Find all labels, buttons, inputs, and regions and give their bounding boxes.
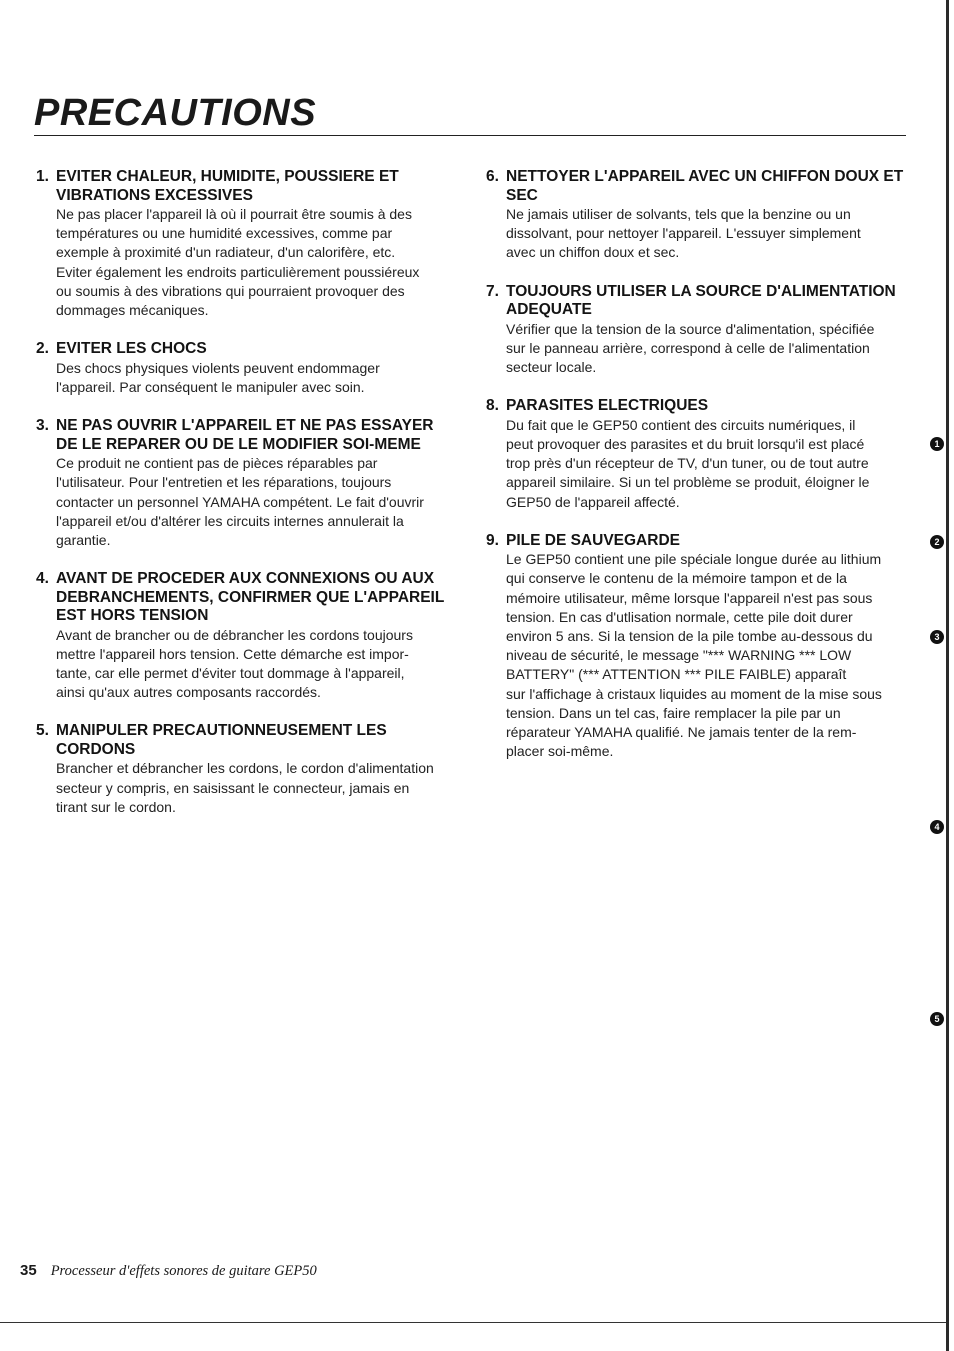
section-number: 3. — [36, 417, 49, 435]
margin-badge-1: 1 — [930, 437, 944, 451]
section-heading — [486, 283, 906, 320]
section-7 — [486, 283, 906, 378]
page-footer — [20, 1262, 317, 1280]
margin-badge-4: 4 — [930, 820, 944, 834]
page-title: PRECAUTIONS — [34, 92, 317, 134]
section-body: Brancher et débrancher les cordons, le cordon d'alimentation secteur y compris, en saisissant le connecteur, jamais en tirant sur le cordon. — [56, 760, 434, 815]
section-body: Vérifier que la tension de la source d'alimentation, spécifiée sur le panneau arrière, correspond à celle de l'alimentation secteur locale. — [506, 320, 875, 376]
section-title: TOUJOURS UTILISER LA SOURCE D'ALIMENTATION ADEQUATE — [506, 282, 896, 319]
section-3 — [36, 417, 456, 550]
section-9 — [486, 532, 906, 762]
section-body: Ne pas placer l'appareil là où il pourrait être soumis à des températures ou une humidité excessives, comme par exemple à proximité d'un radiateur, d'un calorifère, etc. Eviter également les endroits particulièrement poussiéreux ou soumis à des vibrations qui pourraient provoquer des dommages mécaniques. — [56, 206, 420, 319]
section-2 — [36, 340, 456, 397]
section-heading — [36, 570, 456, 626]
section-number: 6. — [486, 168, 499, 185]
section-number: 7. — [486, 282, 499, 300]
section-body: Ce produit ne contient pas de pièces réparables par l'utilisateur. Pour l'entretien et les réparations, toujours contacter un personnel YAMAHA compétent. Le fait d'ouvrir l'appareil et/ou d'altérer les circuits internes annulerait la garantie. — [56, 455, 424, 548]
section-body: Avant de brancher ou de débrancher les cordons toujours mettre l'appareil hors tension. Cette démarche est impor- tante, car elle permet d'éviter tout dommage à l'appareil, ainsi qu'aux autres composants raccordés. — [56, 626, 413, 701]
margin-badge-5: 5 — [930, 1012, 944, 1026]
section-number: 2. — [36, 340, 49, 358]
section-heading — [36, 417, 456, 454]
section-body: Ne jamais utiliser de solvants, tels que la benzine ou un dissolvant, pour nettoyer l'appareil. L'essuyer simplement avec un chiffon doux et sec. — [506, 206, 861, 261]
section-title: PILE DE SAUVEGARDE — [506, 531, 680, 549]
section-number: 9. — [486, 531, 499, 549]
section-heading — [486, 532, 906, 551]
section-heading — [486, 397, 906, 416]
section-title: NE PAS OUVRIR L'APPAREIL ET NE PAS ESSAYER DE LE REPARER OU DE LE MODIFIER SOI-MEME — [56, 417, 434, 453]
section-title: NETTOYER L'APPAREIL AVEC UN CHIFFON DOUX ET SEC — [506, 168, 904, 204]
section-4 — [36, 570, 456, 702]
section-heading — [36, 340, 456, 359]
bottom-rule — [0, 1322, 948, 1323]
section-body: Du fait que le GEP50 contient des circuits numériques, il peut provoquer des parasites et du bruit lorsqu'il est placé trop près d'un récepteur de TV, d'un tuner, ou de tout autre appareil similaire. Si un tel problème se produit, éloigner le GEP50 de l'appareil affecté. — [506, 416, 870, 510]
section-body: Le GEP50 contient une pile spéciale longue durée au lithium qui conserve le contenu de la mémoire tampon et de la mémoire utilisateur, même lorsque l'appareil n'est pas sous tension. En cas d'utlisation normale, cette pile doit durer environ 5 ans. Si la tension de la pile tombe au-dessous du niveau de sécurité, le message "*** WARNING *** LOW BATTERY" (*** ATTENTION *** PILE FAIBLE) apparaît sur l'affichage à cristaux liquides au moment de la mise sous tension. Dans un tel cas, faire remplacer la pile par un réparateur YAMAHA qualifié. Ne jamais tenter de la rem- placer soi-même. — [506, 551, 882, 760]
section-number: 4. — [36, 570, 49, 588]
section-body: Des chocs physiques violents peuvent endommager l'appareil. Par conséquent le manipuler avec soin. — [56, 359, 380, 395]
section-1 — [36, 168, 456, 320]
page-edge-strip — [946, 0, 949, 1351]
section-number: 1. — [36, 168, 49, 185]
section-5 — [36, 722, 456, 817]
section-title: AVANT DE PROCEDER AUX CONNEXIONS OU AUX DEBRANCHEMENTS, CONFIRMER QUE L'APPAREIL EST HORS TENSION — [56, 570, 445, 625]
section-8 — [486, 397, 906, 512]
section-title: EVITER CHALEUR, HUMIDITE, POUSSIERE ET VIBRATIONS EXCESSIVES — [56, 168, 399, 204]
section-heading — [36, 168, 456, 205]
page-number: 35 — [20, 1262, 37, 1279]
section-number: 5. — [36, 722, 49, 740]
section-6 — [486, 168, 906, 263]
section-title: EVITER LES CHOCS — [56, 340, 207, 358]
margin-badge-3: 3 — [930, 630, 944, 644]
section-title: MANIPULER PRECAUTIONNEUSEMENT LES CORDONS — [56, 722, 387, 758]
right-column — [486, 168, 906, 781]
section-number: 8. — [486, 397, 499, 415]
section-heading — [486, 168, 906, 205]
margin-badge-2: 2 — [930, 535, 944, 549]
footer-document-title: Processeur d'effets sonores de guitare GEP50 — [50, 1263, 317, 1279]
title-rule — [34, 135, 906, 136]
section-title: PARASITES ELECTRIQUES — [506, 397, 709, 415]
left-column — [36, 168, 456, 837]
section-heading — [36, 722, 456, 759]
